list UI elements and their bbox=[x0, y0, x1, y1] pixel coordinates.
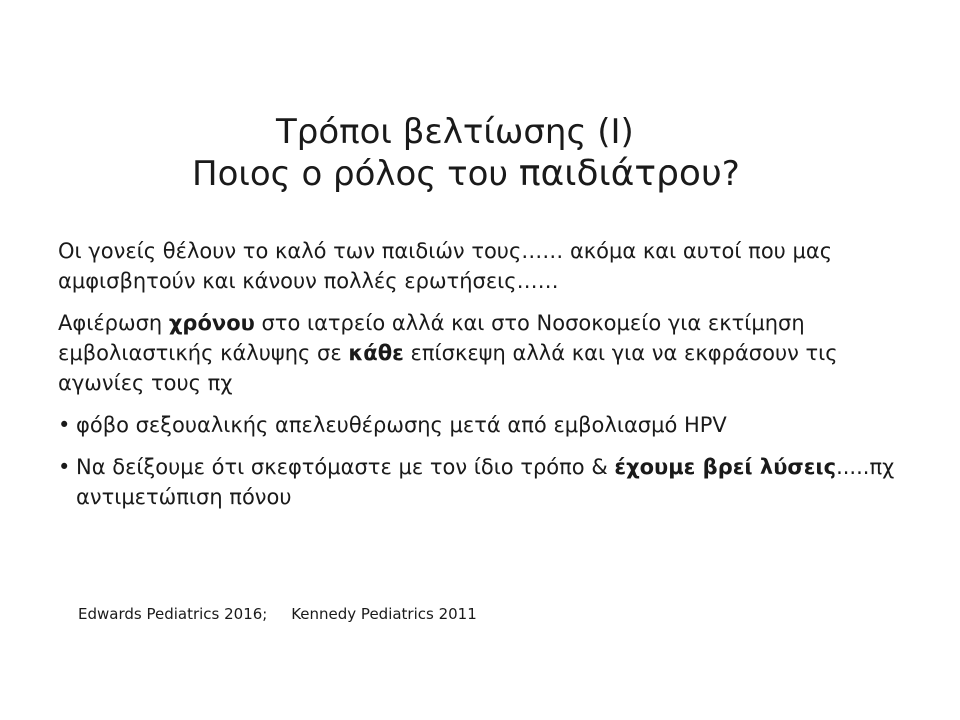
references: Edwards Pediatrics 2016; Kennedy Pediatrics 2011 bbox=[78, 605, 477, 623]
bullet-item-2-bold: έχουμε βρεί λύσεις bbox=[614, 455, 837, 479]
slide-title-line-1: Τρόποι βελτίωσης (Ι) bbox=[276, 112, 634, 152]
bullet-item-1-text: φόβο σεξουαλικής απελευθέρωσης μετά από εμβολιασμό HPV bbox=[76, 413, 727, 437]
slide-title-line-2-prefix: Ποιος ο ρόλος του bbox=[192, 154, 519, 194]
bullet-dot-icon: • bbox=[58, 455, 71, 479]
body-paragraph-2 bbox=[58, 308, 918, 398]
body-paragraph-2-text-2: στο ιατρείο αλλά και στο Νοσοκομείο για εκτίμηση εμβολιαστικής κάλυψης σε bbox=[58, 311, 805, 365]
body-paragraph-2-bold-2: κάθε bbox=[348, 341, 404, 365]
body-paragraph-2-text-3: επίσκεψη αλλά και για να εκφράσουν τις αγωνίες τους πχ bbox=[58, 341, 838, 395]
slide-title-line-2 bbox=[192, 152, 740, 196]
body-paragraph-1: Οι γονείς θέλουν το καλό των παιδιών τους…… ακόμα και αυτοί που μας αμφισβητούν και κάνουν πολλές ερωτήσεις…… bbox=[58, 239, 833, 293]
slide-title-line-2-emphasis: παιδιάτρου bbox=[518, 153, 722, 194]
bullet-item-1 bbox=[58, 410, 918, 440]
body-paragraph-2-bold-1: χρόνου bbox=[168, 311, 255, 335]
bullet-item-2-text-2: .....πχ αντιμετώπιση πόνου bbox=[76, 455, 895, 509]
slide-title-line-2-suffix: ? bbox=[721, 154, 740, 194]
body-paragraph-2-text-1: Αφιέρωση bbox=[58, 311, 169, 335]
slide-body bbox=[58, 236, 918, 524]
bullet-item-2-text-1: Να δείξουμε ότι σκεφτόμαστε με τον ίδιο τρόπο & bbox=[76, 455, 615, 479]
bullet-dot-icon: • bbox=[58, 413, 71, 437]
bullet-item-2 bbox=[58, 452, 918, 512]
